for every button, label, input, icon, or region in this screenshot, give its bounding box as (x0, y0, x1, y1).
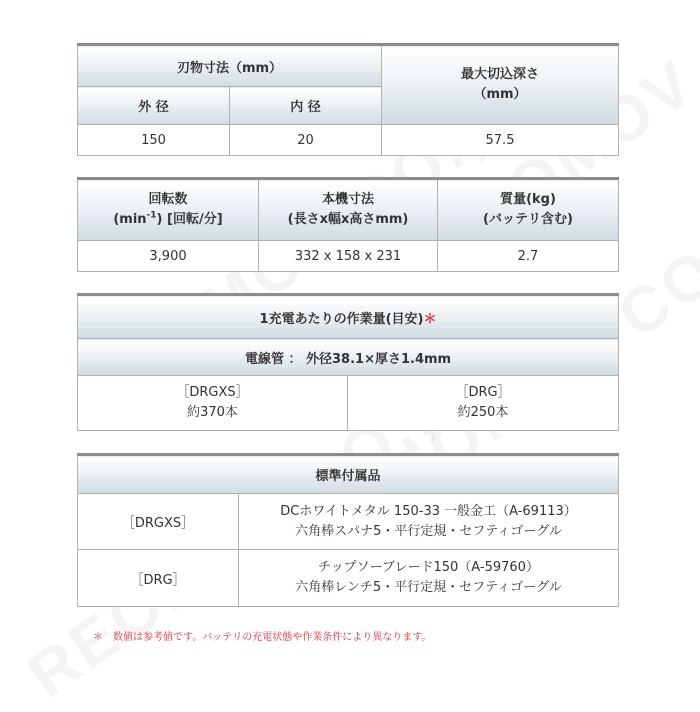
accessory-row1-line2: 六角棒スパナ5・平行定規・セフティゴーグル (295, 523, 562, 539)
dimensions-header-line1: 本機寸法 (321, 192, 374, 207)
accessories-table (77, 453, 619, 607)
accessory-row2-model: ［DRG］ (78, 550, 239, 607)
inner-diameter-header: 内 径 (230, 87, 382, 125)
weight-header (438, 179, 619, 241)
blade-size-header: 刃物寸法（mm） (78, 45, 382, 87)
blade-spec-table (77, 43, 619, 156)
work-per-charge-table (77, 293, 619, 431)
rpm-unit-sup: -1 (146, 210, 157, 221)
outer-diameter-header: 外 径 (78, 87, 230, 125)
drg-work-cell (348, 376, 619, 431)
max-depth-header (382, 45, 619, 125)
rpm-value: 3,900 (78, 241, 259, 272)
dimensions-header (259, 179, 438, 241)
accessory-row1-items (239, 494, 619, 550)
rpm-unit-pre: (min (113, 212, 147, 227)
drgxs-work-value: 約370本 (187, 405, 238, 420)
outer-diameter-value: 150 (78, 125, 230, 156)
accessory-row2-line2: 六角棒レンチ5・平行定規・セフティゴーグル (295, 580, 562, 595)
rpm-header (78, 179, 259, 241)
max-depth-value: 57.5 (382, 125, 619, 156)
accessories-title: 標準付属品 (78, 455, 619, 494)
drgxs-work-cell (78, 376, 348, 431)
max-depth-header-line2: （mm） (473, 87, 527, 102)
weight-header-line2: (バッテリ含む) (483, 212, 573, 227)
weight-value: 2.7 (438, 241, 619, 272)
weight-header-line1: 質量(kg) (500, 192, 556, 207)
accessory-row2-items (239, 550, 619, 607)
work-per-charge-title (78, 295, 619, 339)
accessory-row1-model: ［DRGXS］ (78, 494, 239, 550)
drg-model-label: ［DRG］ (455, 385, 511, 400)
inner-diameter-value: 20 (230, 125, 382, 156)
conduit-subtitle: 電線管 ： 外径38.1×厚さ1.4mm (78, 339, 619, 376)
drg-work-value: 約250本 (457, 405, 509, 420)
rpm-header-line1: 回転数 (148, 192, 188, 207)
rpm-unit-post: ) [回転/分] (156, 212, 223, 227)
work-per-charge-title-text: 1充電あたりの作業量(目安) (259, 311, 424, 327)
accessory-row1-line1: DCホワイトメタル 150-33 一般金工（A-69113） (280, 503, 577, 519)
dimensions-header-line2: (長さx幅x高さmm) (287, 212, 409, 227)
rpm-header-line2 (78, 210, 258, 230)
asterisk-mark: ＊ (423, 311, 437, 327)
dimensions-value: 332 x 158 x 231 (259, 241, 438, 272)
machine-spec-table (77, 177, 619, 272)
drgxs-model-label: ［DRGXS］ (176, 385, 249, 400)
footnote: ＊ 数値は参考値です。バッテリの充電状態や作業条件により異なります。 (93, 632, 432, 643)
max-depth-header-line1: 最大切込深さ (460, 67, 539, 82)
accessory-row2-line1: チップソーブレード150（A-59760） (318, 560, 539, 575)
